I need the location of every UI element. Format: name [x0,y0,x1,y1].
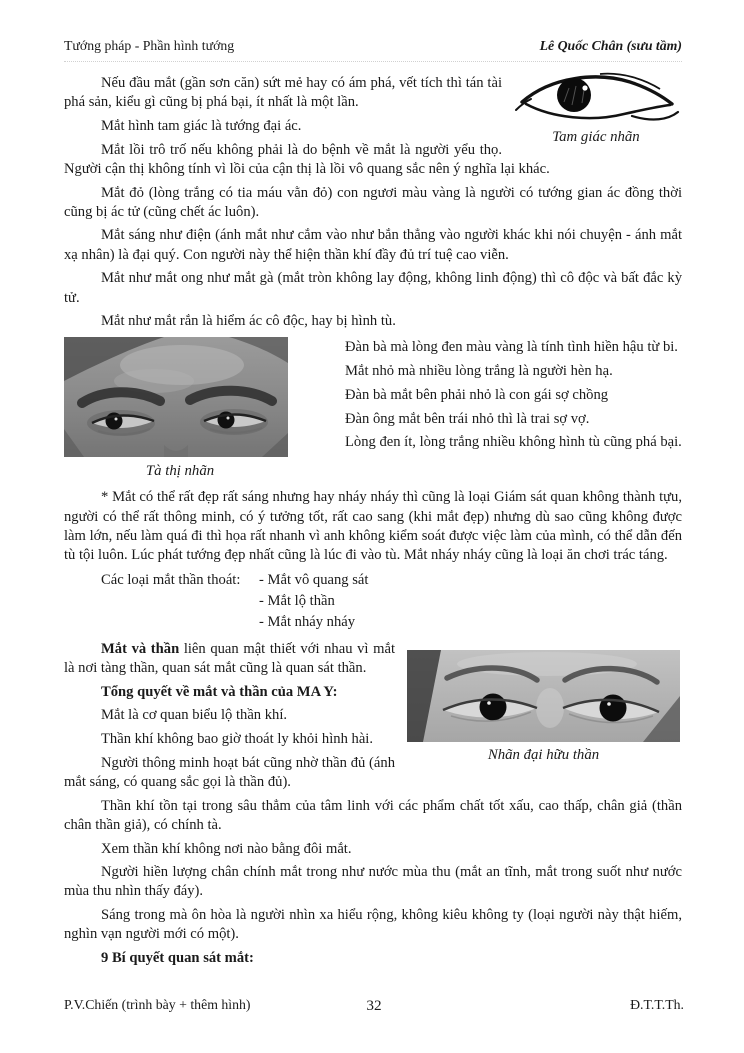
footer-initials: Đ.T.T.Th. [630,997,684,1012]
list-row [64,591,682,612]
para-woman-yellow-iris: Đàn bà mà lòng đen màu vàng là tính tình hiền hậu từ bi. [345,339,678,356]
section-ta-thi [64,337,682,480]
para-red-eye: Mắt đỏ (lòng trắng có tia máu vằn đỏ) con ngươi màu vàng là người có tướng gian ác đồng thời cũng bị ác tử (cũng chết ác luôn). [64,184,682,220]
heading-tong-quyet: Tổng quyết về mắt và thần của MA Y: [101,683,338,700]
para-see-spirit-through-eyes: Xem thần khí không nơi nào bằng đôi mắt. [101,840,352,857]
figure-caption-ta-thi: Tà thị nhãn [145,463,215,480]
para-woman-right-eye-small: Đàn bà mắt bên phải nhỏ là con gái sợ chồng [345,386,609,403]
triangle-eye-illustration [512,68,680,128]
para-protruding-eye: Mắt lồi trô trố nếu không phải là do bệnh về mắt là người yểu thọ. Người cận thị không tính vì lồi của cận thị là lồi vô quang sắc nên ý nghĩa lại khác. [64,141,550,177]
list-item: - Mắt nháy nháy [259,613,356,630]
para-smart-people-full-spirit: Người thông minh hoạt bát cũng nhờ thần đủ (ánh mắt sáng, có quang sắc gọi là thần đủ). [64,754,395,790]
figure-caption-triangle-eye: Tam giác nhãn [552,129,640,145]
header-title: Tướng pháp - Phần hình tướng [64,38,235,53]
list-row [64,570,682,591]
ta-thi-side-text [296,337,682,480]
para-bright-gentle-eyes: Sáng trong mà ôn hòa là người nhìn xa hiểu rộng, không kiêu không ty (loại người này thật hiếm, nghìn vạn người mới có một). [64,907,682,943]
figure-triangle-eye [510,68,682,146]
para-blinking-eye: * Mắt có thể rất đẹp rất sáng nhưng hay nháy nháy thì cũng là loại Giám sát quan không thành tựu, người có thể rất thông minh, có ý tưởng tốt, rất cao sang (khi mắt đẹp) nhưng dù sao cũng không được làm lớn, nếu làm quá đi thì họa rất nhanh vì anh không kiểm soát được việc làm của mình, có thể dẫn đến tù tội luôn. Lúc phát tướng đẹp nhất cũng là lúc đi vào tù. Mắt nháy nháy cũng là loại ăn chơi trác táng. [64,489,682,564]
page-number: 32 [366,997,382,1014]
para-man-left-eye-small: Đàn ông mắt bên trái nhỏ thì là trai sợ vợ. [345,410,590,427]
para-autumn-water-eyes: Người hiền lượng chân chính mắt trong như nước mùa thu (mắt an tĩnh, mắt trong suốt như nước mùa thu nhìn thấy đáy). [64,864,682,900]
para-spirit-deep-in-soul: Thần khí tồn tại trong sâu thẳm của tâm linh với các phẩm chất tốt xấu, cao thấp, chân giả (thần chân thần giả), có chính tà. [64,797,682,833]
para-snake-eye: Mắt như mắt rắn là hiểm ác cô độc, hay bị hình tù. [101,313,396,330]
para-small-eye-much-white: Mắt nhỏ mà nhiều lòng trắng là người hèn hạ. [345,363,613,380]
page-header [64,38,682,62]
figure-nhan-dai [405,650,682,764]
figure-caption-nhan-dai: Nhãn đại hữu thần [487,746,600,763]
ta-thi-eyes-photo [64,337,288,457]
list-item: - Mắt vô quang sát [259,571,369,588]
page-body [64,74,682,968]
figure-ta-thi [64,337,296,480]
para-little-black-much-white: Lòng đen ít, lòng trắng nhiều không hình tù cũng phá bại. [345,434,682,451]
eye-types-list [64,570,682,633]
list-row [64,612,682,633]
para-triangle-eye: Mắt hình tam giác là tướng đại ác. [101,117,302,134]
para-eye-head-damage: Nếu đầu mắt (gần sơn căn) sứt mẻ hay có ám phá, vết tích thì tán tài phá sản, kiểu gì cũng bị phá bại, ít nhất là một lần. [64,75,502,111]
list-label: Các loại mắt thần thoát: [101,571,241,588]
heading-9-bi-quyet: 9 Bí quyết quan sát mắt: [101,950,254,967]
para-spirit-never-leaves-body: Thần khí không bao giờ thoát ly khỏi hình hài. [101,731,373,748]
para-eye-organ-of-spirit: Mắt là cơ quan biểu lộ thần khí. [101,707,288,724]
page-footer [64,997,684,1019]
header-author: Lê Quốc Chân (sưu tầm) [539,38,682,53]
list-item: - Mắt lộ thần [259,592,335,609]
mat-va-than-lead: Mắt và thần [101,640,180,657]
nhan-dai-eyes-photo [407,650,680,742]
footer-designer: P.V.Chiến (trình bày + thêm hình) [64,997,251,1012]
para-bee-chicken-eye: Mắt như mắt ong như mắt gà (mắt tròn không lay động, không linh động) thì cô độc và bất đắc kỳ tử. [64,270,682,306]
mat-va-than-rest: liên quan mật thiết với nhau vì mắt là nơi tàng thần, quan sát mắt cũng là quan sát thần. [64,640,395,676]
para-bright-eye: Mắt sáng như điện (ánh mắt như cắm vào như bắn thẳng vào người khác khi nói chuyện - ánh mắt xạ nhân) là đại quý. Con người này thể hiện thần khí đầy đủ trí tuệ cao viễn. [64,227,682,263]
